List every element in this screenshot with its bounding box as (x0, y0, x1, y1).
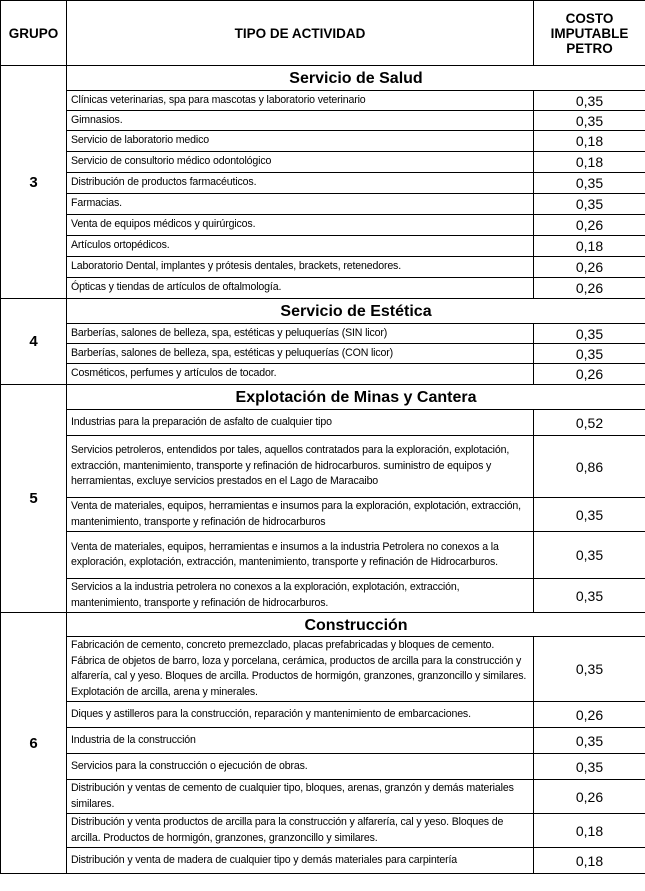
activity-cost: 0,35 (534, 579, 645, 613)
activity-cost: 0,18 (534, 152, 645, 173)
activity-cost: 0,35 (534, 498, 645, 532)
table-row (1, 814, 645, 848)
activity-description: Cosméticos, perfumes y artículos de tocador. (67, 364, 534, 385)
activity-cost: 0,35 (534, 91, 645, 111)
group-number: 5 (1, 385, 67, 613)
activity-description: Distribución y venta productos de arcilla para la construcción y alfarería, cal y yeso. Bloques de arcilla. Productos de hormigón, granzones, granzoncillo y similares. (67, 814, 534, 848)
activity-cost: 0,26 (534, 278, 645, 299)
activity-description: Venta de equipos médicos y quirúrgicos. (67, 215, 534, 236)
section-title: Explotación de Minas y Cantera (67, 385, 645, 410)
table-row (1, 215, 645, 236)
table-row (1, 436, 645, 498)
activity-description: Distribución y ventas de cemento de cualquier tipo, bloques, arenas, granzón y demás materiales similares. (67, 780, 534, 814)
group-number: 6 (1, 613, 67, 874)
header-costo-imputable: COSTO IMPUTABLE PETRO (534, 1, 645, 66)
activity-cost: 0,35 (534, 637, 645, 702)
activity-cost: 0,35 (534, 532, 645, 579)
header-grupo: GRUPO (1, 1, 67, 66)
table-row (1, 194, 645, 215)
activity-cost: 0,26 (534, 780, 645, 814)
table-row (1, 131, 645, 152)
activity-description: Industrias para la preparación de asfalto de cualquier tipo (67, 410, 534, 436)
section-header-row (1, 613, 645, 637)
activity-cost: 0,86 (534, 436, 645, 498)
section-title: Construcción (67, 613, 645, 637)
activity-description: Servicios para la construcción o ejecución de obras. (67, 754, 534, 780)
activity-cost: 0,52 (534, 410, 645, 436)
activity-description: Servicios petroleros, entendidos por tales, aquellos contratados para la exploración, explotación, extracción, mantenimiento, transporte y refinación de hidrocarburos. suministro de equipos y herramientas, excluye servicios prestados en el Lago de Maracaibo (67, 436, 534, 498)
table-row (1, 364, 645, 385)
activity-description: Venta de materiales, equipos, herramientas e insumos a la industria Petrolera no conexos a la exploración, explotación, extracción, mantenimiento, transporte y refinación de Hidrocarburos. (67, 532, 534, 579)
section-title: Servicio de Salud (67, 66, 645, 91)
activity-description: Barberías, salones de belleza, spa, estéticas y peluquerías (SIN licor) (67, 324, 534, 344)
section-header-row (1, 299, 645, 324)
table-row (1, 780, 645, 814)
table-row (1, 728, 645, 754)
activity-cost: 0,26 (534, 702, 645, 728)
table-row (1, 278, 645, 299)
activity-cost: 0,35 (534, 754, 645, 780)
activity-cost: 0,26 (534, 215, 645, 236)
activity-cost: 0,26 (534, 364, 645, 385)
group-number: 3 (1, 66, 67, 299)
activity-description: Laboratorio Dental, implantes y prótesis dentales, brackets, retenedores. (67, 257, 534, 278)
activity-cost: 0,18 (534, 848, 645, 874)
table-row (1, 152, 645, 173)
activity-cost: 0,18 (534, 236, 645, 257)
activity-description: Barberías, salones de belleza, spa, estéticas y peluquerías (CON licor) (67, 344, 534, 364)
table-row (1, 344, 645, 364)
table-row (1, 848, 645, 874)
activity-description: Distribución y venta de madera de cualquier tipo y demás materiales para carpintería (67, 848, 534, 874)
table-row (1, 111, 645, 131)
group-number: 4 (1, 299, 67, 385)
activity-cost: 0,35 (534, 728, 645, 754)
table-row (1, 579, 645, 613)
table-body (1, 66, 645, 874)
table-row (1, 532, 645, 579)
table-row (1, 637, 645, 702)
activity-cost: 0,35 (534, 324, 645, 344)
activity-cost: 0,35 (534, 111, 645, 131)
activity-description: Venta de materiales, equipos, herramientas e insumos para la exploración, explotación, extracción, mantenimiento, transporte y refinación de hidrocarburos (67, 498, 534, 532)
table-row (1, 324, 645, 344)
table-row (1, 257, 645, 278)
section-header-row (1, 66, 645, 91)
activity-cost: 0,18 (534, 814, 645, 848)
table-row (1, 91, 645, 111)
activity-description: Servicio de consultorio médico odontológico (67, 152, 534, 173)
activity-description: Artículos ortopédicos. (67, 236, 534, 257)
activity-cost: 0,18 (534, 131, 645, 152)
activity-cost: 0,35 (534, 344, 645, 364)
table-row (1, 498, 645, 532)
activity-description: Industria de la construcción (67, 728, 534, 754)
header-tipo-actividad: TIPO DE ACTIVIDAD (67, 1, 534, 66)
activity-description: Ópticas y tiendas de artículos de oftalmología. (67, 278, 534, 299)
section-header-row (1, 385, 645, 410)
activity-cost: 0,26 (534, 257, 645, 278)
activity-description: Servicios a la industria petrolera no conexos a la exploración, explotación, extracción, mantenimiento, transporte y refinación de hidrocarburos. (67, 579, 534, 613)
activity-description: Gimnasios. (67, 111, 534, 131)
table-row (1, 236, 645, 257)
activity-description: Distribución de productos farmacéuticos. (67, 173, 534, 194)
activity-description: Fabricación de cemento, concreto premezclado, placas prefabricadas y bloques de cemento. Fábrica de objetos de barro, loza y porcelana, cerámica, productos de arcilla para la construcción y alfarería, cal y yeso. Bloques de arcilla. Productos de hormigón, granzones, granzoncillo y similares. Explotación de arcilla, arena y minerales. (67, 637, 534, 702)
table-row (1, 702, 645, 728)
activity-cost: 0,35 (534, 194, 645, 215)
activity-description: Diques y astilleros para la construcción, reparación y mantenimiento de embarcaciones. (67, 702, 534, 728)
table-row (1, 173, 645, 194)
activity-description: Farmacias. (67, 194, 534, 215)
activity-description: Clínicas veterinarias, spa para mascotas y laboratorio veterinario (67, 91, 534, 111)
section-title: Servicio de Estética (67, 299, 645, 324)
table-row (1, 754, 645, 780)
table-row (1, 410, 645, 436)
table-header-row (1, 1, 645, 66)
activity-cost: 0,35 (534, 173, 645, 194)
activity-description: Servicio de laboratorio medico (67, 131, 534, 152)
